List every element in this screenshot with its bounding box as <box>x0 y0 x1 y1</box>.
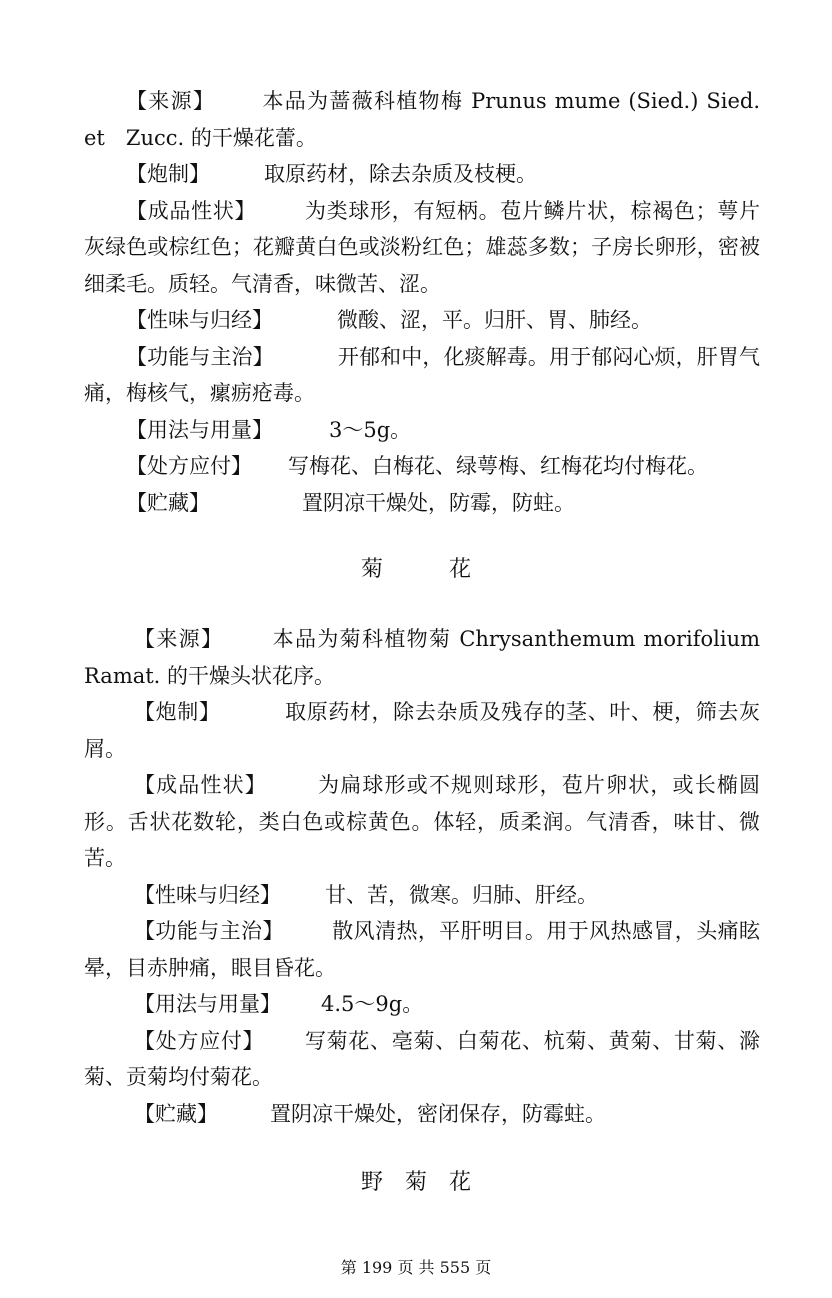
entry-heading: 【贮藏】 <box>126 490 210 515</box>
entry-source <box>84 83 760 156</box>
entry-dosage <box>84 412 760 449</box>
entry-heading: 【成品性状】 <box>126 198 257 223</box>
entry-text: 置阴凉干燥处，防霉，防蛀。 <box>302 490 575 515</box>
entry-text: 散风清热，平肝明目。用于风热感冒，头痛眩晕，目赤肿痛，眼目昏花。 <box>84 919 761 980</box>
entry-character <box>84 767 760 877</box>
entry-nature-meridian <box>84 877 760 914</box>
entry-text: 甘、苦，微寒。归肺、肝经。 <box>325 882 598 907</box>
entry-storage <box>84 1096 760 1133</box>
entry-text: 为扁球形或不规则球形，苞片卵状，或长椭圆形。舌状花数轮，类白色或棕黄色。体轻，质柔润。气清香，味甘、微苦。 <box>84 773 761 870</box>
entry-nature-meridian <box>84 302 760 339</box>
entry-character <box>84 193 760 303</box>
section-meihua <box>84 83 760 521</box>
entry-heading: 【功能与主治】 <box>126 344 274 369</box>
entry-heading: 【用法与用量】 <box>134 992 281 1016</box>
entry-source <box>84 621 760 694</box>
entry-processing <box>84 156 760 193</box>
entry-prescription <box>84 448 760 485</box>
entry-text: 置阴凉干燥处，密闭保存，防霉蛀。 <box>270 1101 606 1126</box>
entry-text: 写菊花、亳菊、白菊花、杭菊、黄菊、甘菊、滁菊、贡菊均付菊花。 <box>84 1028 761 1089</box>
entry-text: 为类球形，有短柄。苞片鳞片状，棕褐色；萼片灰绿色或棕红色；花瓣黄白色或淡粉红色；雄蕊多数；子房长卵形，密被细柔毛。质轻。气清香，味微苦、涩。 <box>84 198 761 296</box>
entry-heading: 【来源】 <box>134 627 224 651</box>
entry-text: 本品为菊科植物菊 Chrysanthemum morifolium Ramat. 的干燥头状花序。 <box>84 627 761 688</box>
entry-text: 3～5g。 <box>329 417 412 442</box>
entry-text: 4.5～9g。 <box>321 992 424 1016</box>
entry-heading: 【处方应付】 <box>134 1028 265 1053</box>
entry-text: 写梅花、白梅花、绿萼梅、红梅花均付梅花。 <box>288 454 708 478</box>
entry-function <box>84 913 760 986</box>
entry-heading: 【成品性状】 <box>134 773 267 797</box>
section-title-yejuhua: 野 菊 花 <box>360 1170 471 1195</box>
section-juhua <box>84 621 760 1132</box>
entry-heading: 【来源】 <box>126 89 216 113</box>
entry-text: 微酸、涩，平。归肝、胃、肺经。 <box>337 308 652 332</box>
entry-text: 取原药材，除去杂质及残存的茎、叶、梗，筛去灰屑。 <box>84 700 761 761</box>
entry-prescription <box>84 1023 760 1096</box>
entry-heading: 【性味与归经】 <box>134 882 281 907</box>
entry-text: 本品为蔷薇科植物梅 Prunus mume (Sied.) Sied. et Zucc. 的干燥花蕾。 <box>84 89 761 150</box>
entry-function <box>84 339 760 412</box>
entry-text: 取原药材，除去杂质及枝梗。 <box>264 162 537 186</box>
entry-heading: 【功能与主治】 <box>134 919 284 943</box>
entry-heading: 【炮制】 <box>126 162 210 186</box>
section-title-juhua: 菊 花 <box>360 557 471 582</box>
entry-heading: 【处方应付】 <box>126 454 252 478</box>
entry-heading: 【炮制】 <box>134 700 221 724</box>
entry-text: 开郁和中，化痰解毒。用于郁闷心烦，肝胃气痛，梅核气，瘰疬疮毒。 <box>84 344 761 405</box>
entry-heading: 【贮藏】 <box>134 1101 218 1126</box>
entry-dosage <box>84 986 760 1023</box>
entry-heading: 【用法与用量】 <box>126 417 273 442</box>
entry-processing <box>84 694 760 767</box>
page-number: 第 199 页 共 555 页 <box>340 1258 492 1277</box>
entry-heading: 【性味与归经】 <box>126 308 273 332</box>
entry-storage <box>84 485 760 522</box>
